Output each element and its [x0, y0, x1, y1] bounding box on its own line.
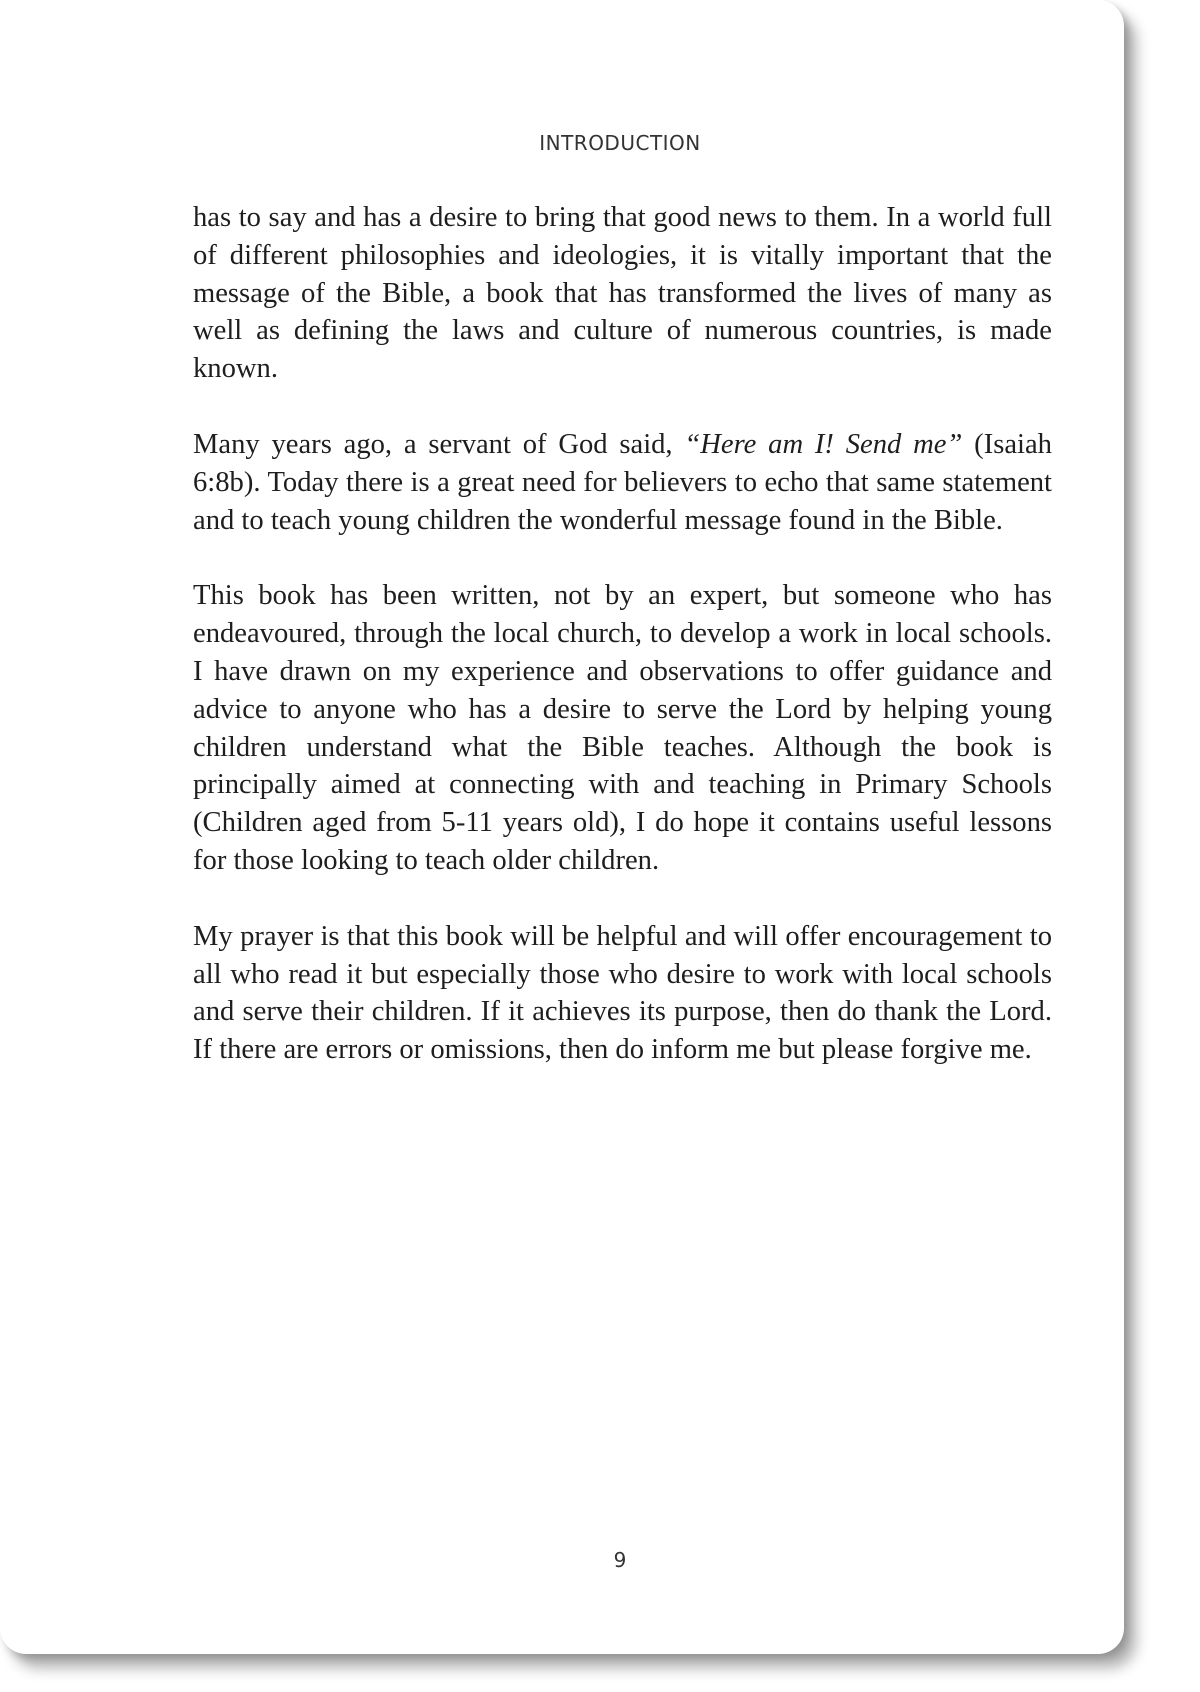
- body-text: [193, 199, 1052, 1107]
- paragraph-2-intro: Many years ago, a servant of God said,: [193, 428, 685, 460]
- scripture-quote: “Here am I! Send me”: [684, 428, 963, 460]
- paragraph-3: This book has been written, not by an expert, but someone who has endeavoured, through the local church, to develop a work in local schools. I have drawn on my experience and observations to offer guidance and advice to anyone who has a desire to serve the Lord by helping young children understand what the Bible teaches. Although the book is principally aimed at connecting with and teaching in Primary Schools (Children aged from 5-11 years old), I do hope it contains useful lessons for those looking to teach older children.: [193, 580, 1052, 876]
- paragraph-4: My prayer is that this book will be helpful and will offer encouragement to all who read it but especially those who desire to work with local schools and serve their children. If it achieves its purpose, then do thank the Lord. If there are errors or omissions, then do inform me but please forgive me.: [193, 920, 1052, 1066]
- paragraph-2-rest: (Isaiah 6:8b). Today there is a great need for believers to echo that same statement and to teach young children the wonderful message found in the Bible.: [193, 428, 1052, 536]
- running-header: INTRODUCTION: [539, 131, 701, 155]
- paragraph-2: [193, 426, 1052, 539]
- paragraph-1: has to say and has a desire to bring that good news to them. In a world full of different philosophies and ideologies, it is vitally important that the message of the Bible, a book that has transformed the lives of many as well as defining the laws and culture of numerous countries, is made known.: [193, 202, 1052, 385]
- page-number: 9: [613, 1548, 627, 1572]
